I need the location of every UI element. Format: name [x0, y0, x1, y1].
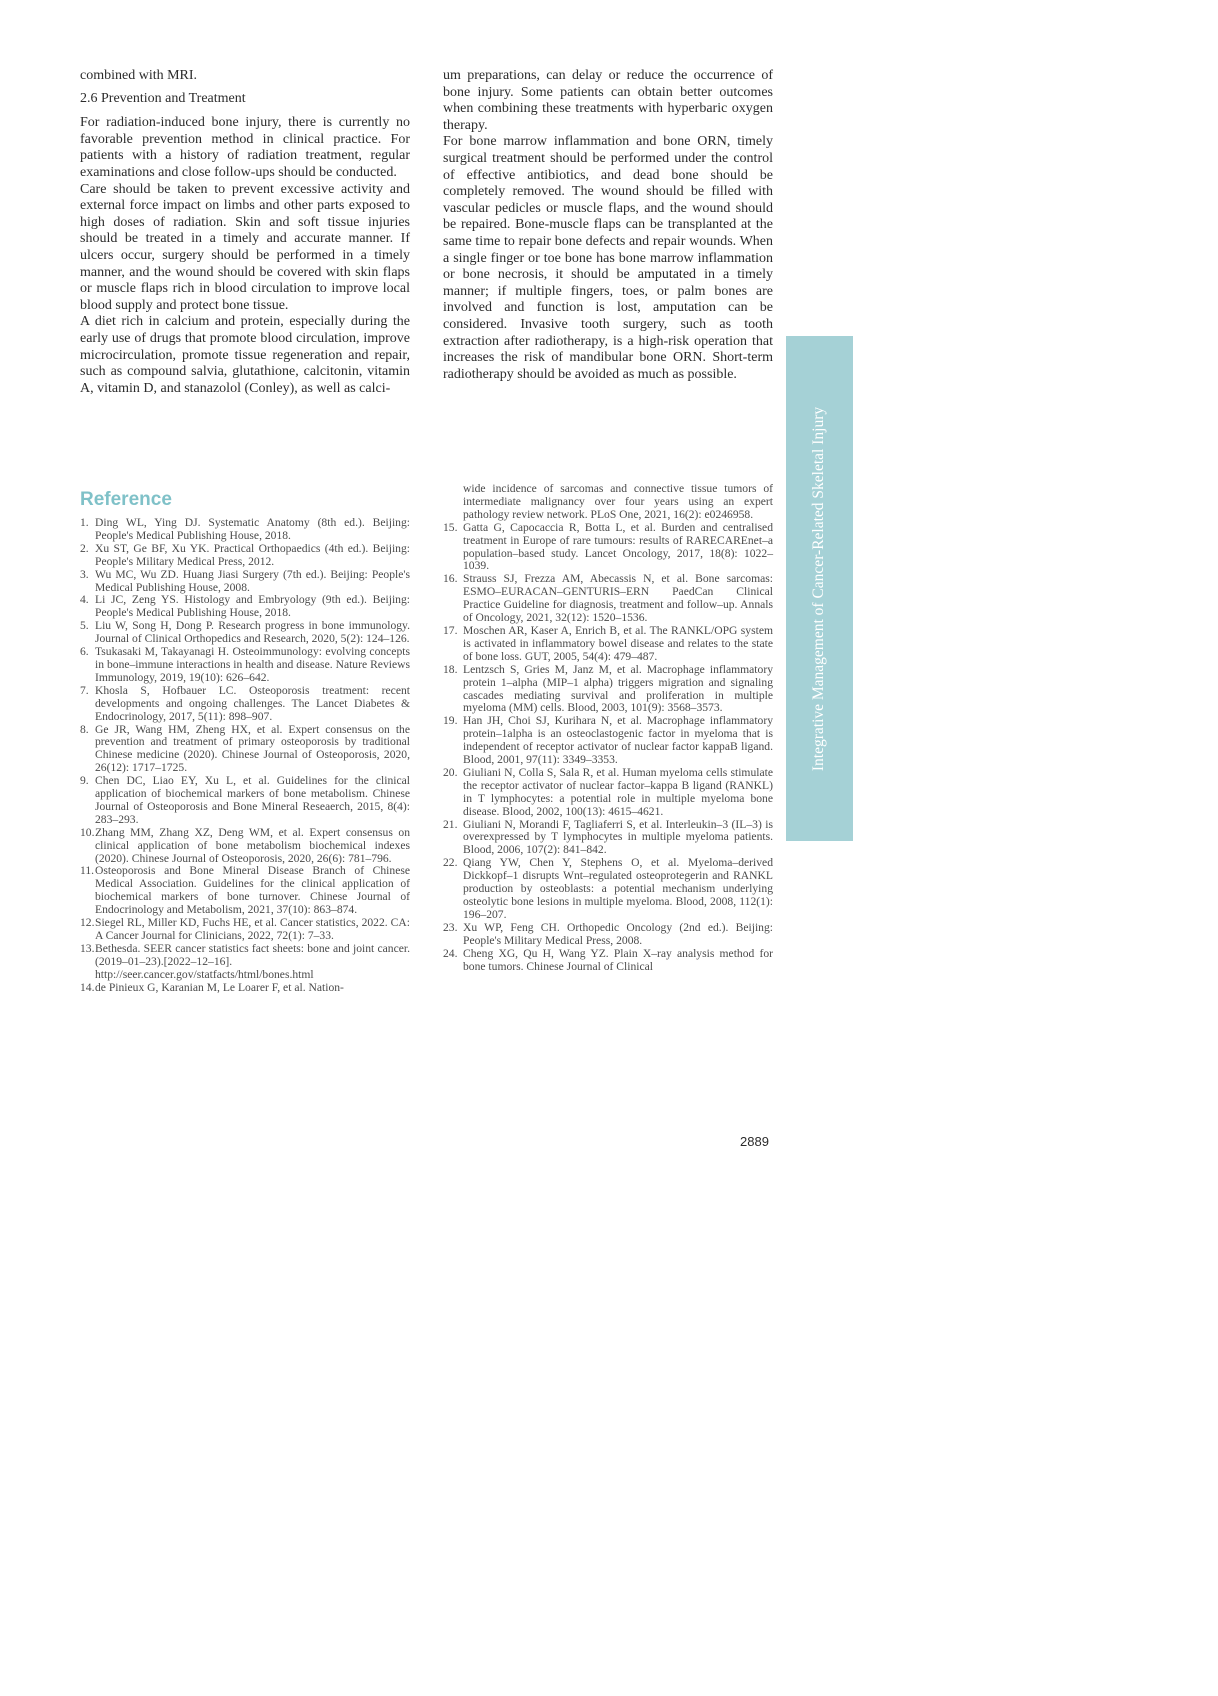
references-list-left: [80, 517, 410, 995]
journal-sidebar-tab: [786, 336, 853, 841]
reference-text: Giuliani N, Colla S, Sala R, et al. Human myeloma cells stimulate the receptor activator of nuclear factor–kappa B ligand (RANKL) in T lymphocytes: a potential role in multiple myeloma bone disease. Blood, 2002, 100(13): 4615–4621.: [463, 765, 773, 818]
body-column-right: [443, 68, 773, 383]
reference-text: Ding WL, Ying DJ. Systematic Anatomy (8th ed.). Beijing: People's Medical Publishing House, 2018.: [95, 516, 410, 542]
reference-number: 13.: [80, 941, 95, 955]
reference-text: wide incidence of sarcomas and connective tissue tumors of intermediate malignancy over four years using an expert pathology review network. PLoS One, 2021, 16(2): e0246958.: [463, 482, 773, 521]
body-paragraph: um preparations, can delay or reduce the occurrence of bone injury. Some patients can obtain better outcomes when combining these treatments with hyperbaric oxygen therapy.: [443, 68, 773, 133]
body-paragraph: Care should be taken to prevent excessive activity and external force impact on limbs and other parts exposed to high doses of radiation. Skin and soft tissue injuries should be treated in a timely and accurate manner. If ulcers occur, surgery should be performed in a timely manner, and the wound should be covered with skin flaps or muscle flaps rich in blood circulation to improve local blood supply and protect bone tissue.: [80, 181, 410, 313]
reference-text: Qiang YW, Chen Y, Stephens O, et al. Myeloma–derived Dickkopf–1 disrupts Wnt–regulated osteoprotegerin and RANKL production by osteoblasts: a potential mechanism underlying osteolytic bone lesions in multiple myeloma. Blood, 2008, 112(1): 196–207.: [463, 856, 773, 921]
body-column-left: [80, 68, 410, 397]
reference-item: [443, 664, 773, 716]
reference-text: de Pinieux G, Karanian M, Le Loarer F, et al. Nation-: [95, 980, 344, 994]
references-title: Reference: [80, 489, 172, 510]
reference-item: [80, 827, 410, 866]
body-paragraph: For radiation-induced bone injury, there is currently no favorable prevention method in clinical practice. For patients with a history of radiation treatment, regular examinations and close follow-ups should be conducted.: [80, 115, 410, 180]
reference-number: 11.: [80, 864, 95, 878]
reference-item: [443, 522, 773, 574]
reference-text: Xu ST, Ge BF, Xu YK. Practical Orthopaedics (4th ed.). Beijing: People's Military Medical Press, 2012.: [95, 541, 410, 568]
reference-number: 20.: [443, 765, 458, 779]
body-paragraph: A diet rich in calcium and protein, especially during the early use of drugs that promote blood circulation, improve microcirculation, promote tissue regeneration and repair, such as compound salvia, glutathione, calcitonin, vitamin A, vitamin D, and stanazolol (Conley), as well as calci-: [80, 314, 410, 396]
reference-text: Li JC, Zeng YS. Histology and Embryology (9th ed.). Beijing: People's Medical Publishing House, 2018.: [95, 593, 410, 620]
reference-text: Gatta G, Capocaccia R, Botta L, et al. Burden and centralised treatment in Europe of rare tumours: results of RARECAREnet–a population–based study. Lancet Oncology, 2017, 18(8): 1022–1039.: [463, 520, 773, 573]
reference-item: [80, 646, 410, 685]
reference-number: 23.: [443, 920, 458, 934]
reference-item: [443, 948, 773, 974]
reference-number: 8.: [80, 722, 89, 736]
reference-number: 22.: [443, 856, 458, 870]
reference-item: [80, 620, 410, 646]
reference-text: Osteoporosis and Bone Mineral Disease Branch of Chinese Medical Association. Guidelines for the clinical application of biochemical markers of bone turnover. Chinese Journal of Endocrinology and Metabolism, 2021, 37(10): 863–874.: [95, 864, 410, 917]
reference-text: Ge JR, Wang HM, Zheng HX, et al. Expert consensus on the prevention and treatment of primary osteoporosis by traditional Chinese medicine (2020). Chinese Journal of Osteoporosis, 2020, 26(12): 1717–1725.: [95, 722, 410, 775]
reference-number: 15.: [443, 520, 458, 534]
reference-text: Wu MC, Wu ZD. Huang Jiasi Surgery (7th ed.). Beijing: People's Medical Publishing House, 2008.: [95, 567, 410, 594]
reference-text: Cheng XG, Qu H, Wang YZ. Plain X–ray analysis method for bone tumors. Chinese Journal of Clinical: [463, 946, 773, 973]
reference-item: [443, 573, 773, 625]
reference-number: 19.: [443, 714, 458, 728]
reference-text: Bethesda. SEER cancer statistics fact sheets: bone and joint cancer. (2019–01–23).[2022–12–16]. http://seer.cancer.gov/statfacts/html/bones.html: [95, 941, 410, 981]
reference-number: 1.: [80, 516, 89, 529]
reference-item: [80, 594, 410, 620]
reference-text: Khosla S, Hofbauer LC. Osteoporosis treatment: recent developments and ongoing challenges. The Lancet Diabetes & Endocrinology, 2017, 5(11): 898–907.: [95, 683, 410, 723]
reference-number: 9.: [80, 774, 89, 788]
reference-item: [80, 569, 410, 595]
body-paragraph: combined with MRI.: [80, 68, 198, 83]
reference-item: [443, 483, 773, 522]
reference-text: Liu W, Song H, Dong P. Research progress in bone immunology. Journal of Clinical Orthopedics and Research, 2020, 5(2): 124–126.: [95, 619, 410, 646]
reference-item: [80, 865, 410, 917]
reference-item: [443, 857, 773, 922]
reference-number: 6.: [80, 645, 89, 659]
reference-text: Tsukasaki M, Takayanagi H. Osteoimmunology: evolving concepts in bone–immune interactions in health and disease. Nature Reviews Immunology, 2019, 19(10): 626–642.: [95, 645, 410, 684]
reference-number: 18.: [443, 662, 458, 676]
reference-number: 12.: [80, 916, 95, 930]
reference-number: 17.: [443, 623, 458, 637]
reference-number: 2.: [80, 541, 89, 555]
reference-number: 4.: [80, 593, 89, 607]
reference-item: [80, 775, 410, 827]
reference-text: Siegel RL, Miller KD, Fuchs HE, et al. Cancer statistics, 2022. CA: A Cancer Journal for Clinicians, 2022, 72(1): 7–33.: [95, 916, 410, 942]
section-heading: 2.6 Prevention and Treatment: [80, 90, 246, 106]
reference-text: Giuliani N, Morandi F, Tagliaferri S, et al. Interleukin–3 (IL–3) is overexpressed by T lymphocytes in multiple myeloma patients. Blood, 2006, 107(2): 841–842.: [463, 817, 773, 857]
reference-number: 14.: [80, 980, 95, 994]
reference-text: Moschen AR, Kaser A, Enrich B, et al. The RANKL/OPG system is activated in inflammatory bowel disease and relates to the state of bone loss. GUT, 2005, 54(4): 479–487.: [463, 623, 773, 663]
reference-text: Han JH, Choi SJ, Kurihara N, et al. Macrophage inflammatory protein–1alpha is an osteoclastogenic factor in myeloma that is independent of receptor activator of nuclear factor kappaB ligand. Blood, 2001, 97(11): 3349–3353.: [463, 714, 773, 767]
reference-item: [80, 724, 410, 776]
reference-item: [443, 922, 773, 948]
reference-number: 5.: [80, 619, 89, 633]
reference-item: [443, 819, 773, 858]
sidebar-title: Integrative Management of Cancer-Related Skeletal Injury: [810, 406, 828, 771]
reference-number: 21.: [443, 817, 458, 831]
reference-text: Strauss SJ, Frezza AM, Abecassis N, et al. Bone sarcomas: ESMO–EURACAN–GENTURIS–ERN PaedCan Clinical Practice Guideline for diagnosis, treatment and follow–up. Annals of Oncology, 2021, 32(12): 1520–1536.: [463, 572, 773, 625]
reference-item: [80, 517, 410, 543]
references-list-right: [443, 483, 773, 973]
body-paragraph: For bone marrow inflammation and bone ORN, timely surgical treatment should be performed under the control of effective antibiotics, and dead bone should be completely removed. The wound should be filled with vascular pedicles or muscle flaps, and the wound should be repaired. Bone-muscle flaps can be transplanted at the same time to repair bone defects and repair wounds. When a single finger or toe bone has bone marrow inflammation or bone necrosis, it should be amputated in a timely manner; if multiple fingers, toes, or palm bones are involved and function is lost, amputation can be considered. Invasive tooth surgery, such as tooth extraction after radiotherapy, is a high-risk operation that increases the risk of mandibular bone ORN. Short-term radiotherapy should be avoided as much as possible.: [443, 134, 773, 382]
reference-number: 10.: [80, 825, 95, 839]
reference-item: [80, 543, 410, 569]
reference-number: 24.: [443, 946, 458, 960]
page-number: 2889: [740, 1134, 769, 1149]
reference-number: 3.: [80, 567, 89, 581]
reference-item: [80, 982, 410, 995]
reference-number: 7.: [80, 683, 89, 697]
reference-item: [80, 685, 410, 724]
reference-number: 16.: [443, 572, 458, 586]
reference-text: Lentzsch S, Gries M, Janz M, et al. Macrophage inflammatory protein 1–alpha (MIP–1 alpha) triggers migration and signaling cascades mediating survival and proliferation in multiple myeloma (MM) cells. Blood, 2003, 101(9): 3568–3573.: [463, 662, 773, 715]
reference-item: [80, 917, 410, 943]
reference-item: [80, 943, 410, 982]
reference-item: [443, 625, 773, 664]
reference-item: [443, 767, 773, 819]
reference-text: Xu WP, Feng CH. Orthopedic Oncology (2nd ed.). Beijing: People's Military Medical Press, 2008.: [463, 920, 773, 947]
reference-item: [443, 715, 773, 767]
reference-text: Chen DC, Liao EY, Xu L, et al. Guidelines for the clinical application of biochemical markers of bone metabolism. Chinese Journal of Osteoporosis and Bone Mineral Reseaerch, 2015, 8(4): 283–293.: [95, 774, 410, 826]
reference-text: Zhang MM, Zhang XZ, Deng WM, et al. Expert consensus on clinical application of bone metabolism biochemical indexes (2020). Chinese Journal of Osteoporosis, 2020, 26(6): 781–796.: [95, 825, 410, 865]
